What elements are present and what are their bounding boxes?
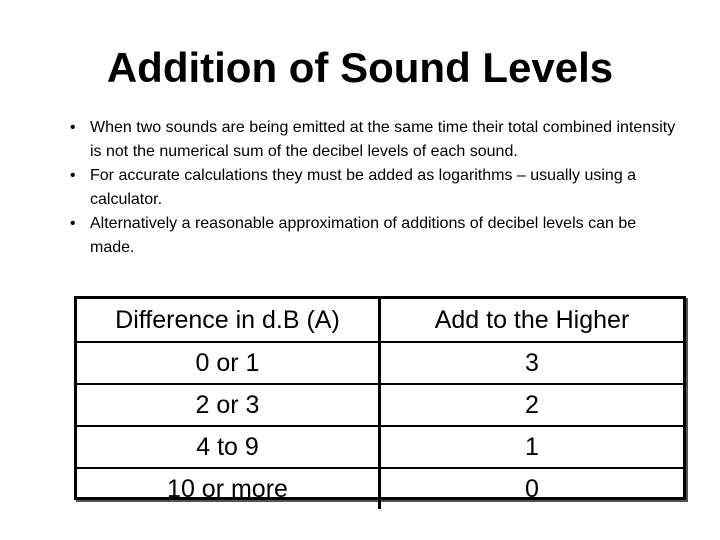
- header-difference: Difference in d.B (A): [77, 299, 380, 342]
- header-add-to-higher: Add to the Higher: [434, 305, 630, 334]
- cell-add-value: 0: [380, 468, 684, 509]
- bullet-item: [60, 212, 680, 260]
- slide-title: Addition of Sound Levels: [106, 44, 614, 91]
- decibel-table-grid: [77, 299, 683, 509]
- cell-difference: 0 or 1: [77, 342, 380, 384]
- decibel-table: [74, 296, 686, 503]
- bullet-text: For accurate calculations they must be added as logarithms – usually using a calculator.: [90, 167, 637, 208]
- table-row: [77, 342, 683, 384]
- bullet-dot-icon: •: [70, 215, 76, 232]
- table-row: [77, 384, 683, 426]
- cell-difference: 4 to 9: [77, 426, 380, 468]
- table-row: [77, 468, 683, 509]
- cell-difference: 10 or more: [77, 468, 380, 509]
- bullet-text: Alternatively a reasonable approximation of additions of decibel levels can be made.: [90, 215, 637, 256]
- bullet-list: [60, 116, 680, 260]
- bullet-item: [60, 164, 680, 212]
- cell-add-value: 2: [380, 384, 684, 426]
- table-row: [77, 426, 683, 468]
- cell-add-value: 1: [380, 426, 684, 468]
- cell-difference: 2 or 3: [77, 384, 380, 426]
- cell-add-value: 3: [380, 342, 684, 384]
- table-header-row: [77, 299, 683, 342]
- bullet-dot-icon: •: [70, 167, 76, 184]
- bullet-dot-icon: •: [70, 119, 76, 136]
- bullet-text: When two sounds are being emitted at the same time their total combined intensity is not the numerical sum of the decibel levels of each sound.: [90, 119, 676, 160]
- bullet-item: [60, 116, 680, 164]
